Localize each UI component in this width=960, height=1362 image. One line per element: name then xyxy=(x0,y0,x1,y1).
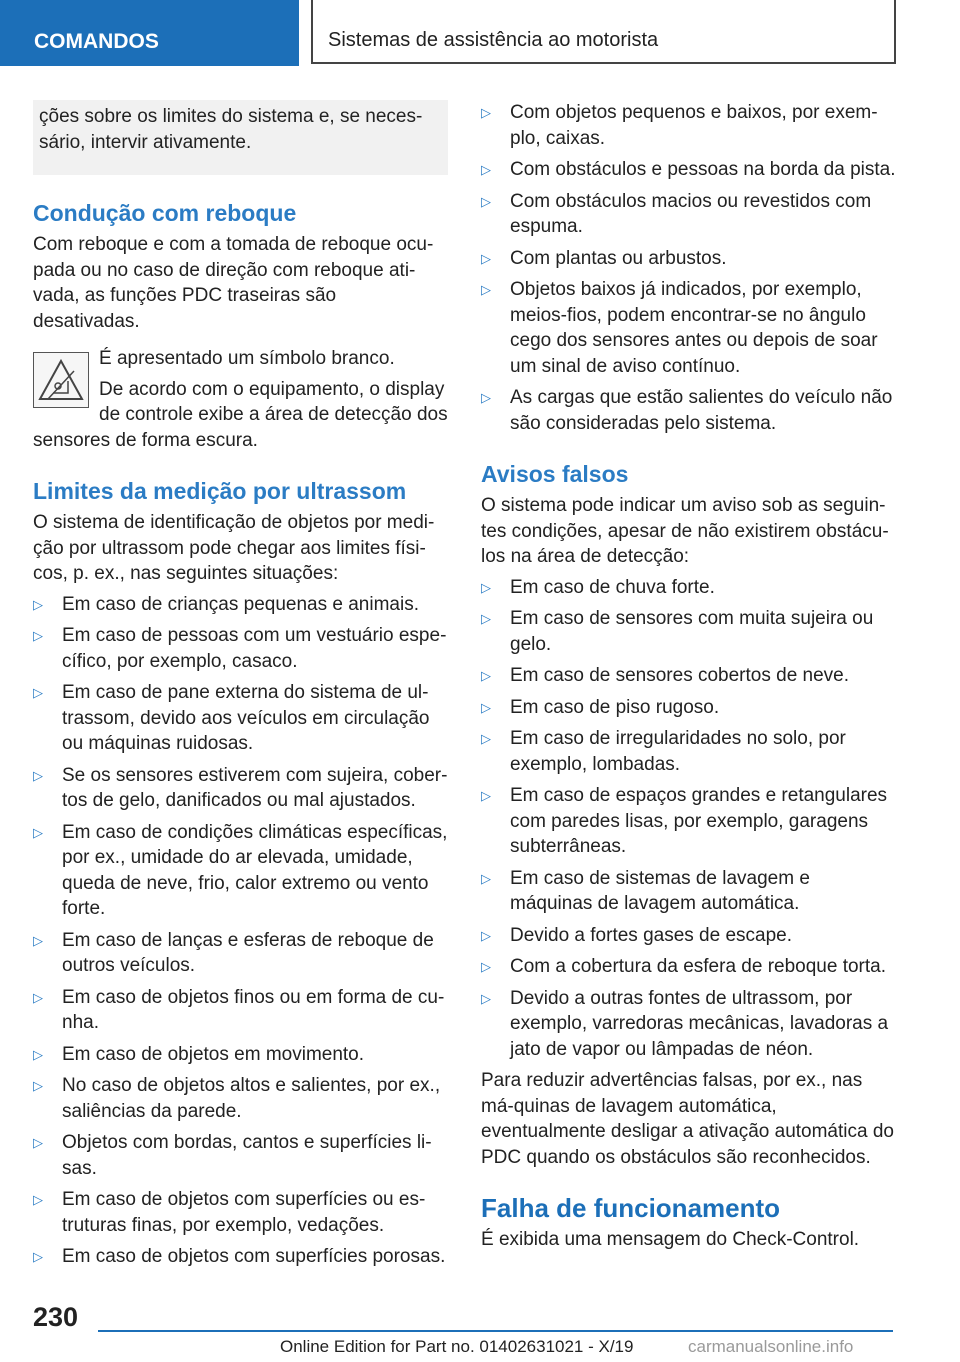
edition-text: Online Edition for Part no. 01402631021 - X/19 xyxy=(280,1337,634,1356)
trailer-warning-icon xyxy=(33,352,89,408)
symbol-line-2: De acordo com o equipamento, o display de controle exibe a área de detecção dos sensores de forma escura. xyxy=(33,378,448,451)
list-item xyxy=(481,726,897,777)
list-item xyxy=(33,680,448,757)
limits-intro: O sistema de identificação de objetos por medi-ção por ultrassom pode chegar aos limites físi-cos, p. ex., nas seguintes situações: xyxy=(33,512,435,584)
list-item-text: Devido a outras fontes de ultrassom, por exemplo, varredoras mecânicas, lavadoras a jato de vapor ou lâmpadas de néon. xyxy=(510,987,889,1060)
list-item xyxy=(481,606,897,657)
false-alarms-outro: Para reduzir advertências falsas, por ex., nas má-quinas de lavagem automática, eventualmente desligar a ativação automática do PDC quando os obstáculos são reconhecidos. xyxy=(481,1070,894,1168)
triangle-bullet-icon: ▷ xyxy=(481,611,491,626)
list-item xyxy=(33,928,448,979)
triangle-bullet-icon: ▷ xyxy=(33,1046,43,1062)
list-item xyxy=(33,1130,448,1181)
list-item-text: Em caso de objetos com superfícies ou es-truturas finas, por exemplo, vedações. xyxy=(62,1189,426,1236)
list-item xyxy=(481,783,897,860)
watermark: carmanualsonline.info xyxy=(688,1337,854,1356)
heading-false-alarms: Avisos falsos xyxy=(481,461,629,487)
list-item xyxy=(481,189,897,240)
list-item xyxy=(33,1187,448,1238)
list-item xyxy=(33,1073,448,1124)
list-item xyxy=(481,866,897,917)
section-tab: COMANDOS xyxy=(0,0,299,66)
triangle-bullet-icon: ▷ xyxy=(481,282,491,297)
list-item-text: Com objetos pequenos e baixos, por exem-plo, caixas. xyxy=(510,102,878,149)
list-item-text: No caso de objetos altos e salientes, por ex., saliências da parede. xyxy=(62,1075,441,1122)
list-item-text: Em caso de pane externa do sistema de ul-trassom, devido aos veículos em circulação ou máquinas ruidosas. xyxy=(62,682,430,754)
list-item-text: Com obstáculos macios ou revestidos com espuma. xyxy=(510,190,872,237)
triangle-bullet-icon: ▷ xyxy=(481,699,491,715)
list-item-text: Com a cobertura da esfera de reboque torta. xyxy=(510,956,887,977)
symbol-block xyxy=(33,346,448,453)
heading-towing: Condução com reboque xyxy=(33,200,297,226)
list-item-text: Em caso de crianças pequenas e animais. xyxy=(62,593,419,615)
list-item xyxy=(33,763,448,814)
list-item xyxy=(481,663,897,689)
note-box xyxy=(33,100,448,175)
list-item-text: Em caso de sensores com muita sujeira ou gelo. xyxy=(510,608,874,655)
list-item-text: Em caso de irregularidades no solo, por exemplo, lombadas. xyxy=(510,728,846,775)
triangle-bullet-icon: ▷ xyxy=(33,824,43,840)
list-item-text: Objetos com bordas, cantos e superfícies li-sas. xyxy=(62,1132,432,1179)
symbol-line-1: É apresentado um símbolo branco. xyxy=(99,348,395,369)
triangle-bullet-icon: ▷ xyxy=(481,788,491,803)
list-item-text: Em caso de objetos finos ou em forma de cu-nha. xyxy=(62,986,445,1033)
triangle-bullet-icon: ▷ xyxy=(481,959,491,974)
list-item-text: Se os sensores estiverem com sujeira, cober-tos de gelo, danificados ou mal ajustados. xyxy=(62,764,448,811)
triangle-bullet-icon: ▷ xyxy=(481,927,491,943)
page-header xyxy=(0,0,960,66)
list-item xyxy=(481,923,897,949)
list-item-text: Em caso de lanças e esferas de reboque de outros veículos. xyxy=(62,929,434,976)
right-column xyxy=(481,100,897,1253)
list-item xyxy=(481,695,897,721)
false-alarms-list xyxy=(481,575,897,1063)
limits-list xyxy=(33,592,448,1270)
list-item-text: Em caso de sensores cobertos de neve. xyxy=(510,665,850,686)
heading-limits: Limites da medição por ultrassom xyxy=(33,478,407,504)
list-item xyxy=(481,385,897,436)
triangle-bullet-icon: ▷ xyxy=(33,596,43,612)
list-item xyxy=(481,954,897,980)
triangle-bullet-icon: ▷ xyxy=(33,767,43,783)
page-number: 230 xyxy=(33,1302,79,1332)
list-item xyxy=(33,623,448,674)
list-item xyxy=(481,246,897,272)
list-item-text: Em caso de objetos com superfícies porosas. xyxy=(62,1246,446,1267)
list-item-text: Objetos baixos já indicados, por exemplo, meios-fios, podem encontrar-se no ângulo cego dos sensores antes ou depois de soar um sinal de aviso contínuo. xyxy=(510,279,878,377)
list-item xyxy=(481,100,897,151)
heading-malfunction: Falha de funcionamento xyxy=(481,1193,781,1223)
triangle-bullet-icon: ▷ xyxy=(481,105,491,120)
triangle-bullet-icon: ▷ xyxy=(481,162,491,177)
list-item xyxy=(33,1042,448,1068)
list-item xyxy=(481,575,897,601)
towing-body: Com reboque e com a tomada de reboque ocu-pada ou no caso de direção com reboque ati-vada, as funções PDC traseiras são desativadas. xyxy=(33,234,434,332)
list-item-text: Em caso de condições climáticas específicas, por ex., umidade do ar elevada, umidade, queda de neve, frio, calor extremo ou vento forte. xyxy=(62,821,448,919)
triangle-bullet-icon: ▷ xyxy=(33,932,43,948)
list-item-text: Em caso de pessoas com um vestuário espe-cífico, por exemplo, casaco. xyxy=(62,625,447,672)
list-item-text: Em caso de sistemas de lavagem e máquinas de lavagem automática. xyxy=(510,867,810,914)
triangle-bullet-icon: ▷ xyxy=(481,579,491,595)
list-item-text: Com plantas ou arbustos. xyxy=(510,247,727,269)
list-item-text: Com obstáculos e pessoas na borda da pista. xyxy=(510,159,896,180)
malfunction-body: É exibida uma mensagem do Check-Control. xyxy=(481,1229,860,1250)
list-item xyxy=(481,157,897,183)
list-item xyxy=(33,1244,448,1270)
left-column xyxy=(33,100,448,1276)
list-item-text: Em caso de espaços grandes e retangulares com paredes lisas, por exemplo, garagens subterrâneas. xyxy=(510,785,888,857)
list-item-text: Em caso de objetos em movimento. xyxy=(62,1043,365,1065)
false-alarms-intro: O sistema pode indicar um aviso sob as seguin-tes condições, apesar de não existirem obstácu-los na área de detecção: xyxy=(481,495,889,567)
list-item xyxy=(481,277,897,379)
list-item-text: As cargas que estão salientes do veículo não são consideradas pelo sistema. xyxy=(510,387,893,434)
list-item xyxy=(33,820,448,922)
note-text: ções sobre os limites do sistema e, se neces-sário, intervir ativamente. xyxy=(39,106,423,153)
triangle-bullet-icon: ▷ xyxy=(481,990,491,1006)
triangle-bullet-icon: ▷ xyxy=(481,668,491,683)
triangle-bullet-icon: ▷ xyxy=(481,250,491,266)
limits-continued-list xyxy=(481,100,897,436)
triangle-bullet-icon: ▷ xyxy=(481,870,491,886)
triangle-bullet-icon: ▷ xyxy=(481,731,491,746)
triangle-bullet-icon: ▷ xyxy=(33,1078,43,1093)
triangle-bullet-icon: ▷ xyxy=(33,1135,43,1150)
chapter-title: Sistemas de assistência ao motorista xyxy=(311,0,896,64)
triangle-bullet-icon: ▷ xyxy=(33,989,43,1005)
list-item-text: Em caso de chuva forte. xyxy=(510,576,715,598)
triangle-bullet-icon: ▷ xyxy=(33,1192,43,1207)
list-item xyxy=(33,592,448,618)
list-item xyxy=(481,986,897,1063)
triangle-bullet-icon: ▷ xyxy=(33,1249,43,1264)
list-item xyxy=(33,985,448,1036)
triangle-bullet-icon: ▷ xyxy=(481,193,491,209)
list-item-text: Em caso de piso rugoso. xyxy=(510,696,720,718)
triangle-bullet-icon: ▷ xyxy=(33,685,43,700)
list-item-text: Devido a fortes gases de escape. xyxy=(510,924,793,946)
triangle-bullet-icon: ▷ xyxy=(481,390,491,405)
footer-divider xyxy=(98,1330,893,1332)
triangle-bullet-icon: ▷ xyxy=(33,628,43,643)
